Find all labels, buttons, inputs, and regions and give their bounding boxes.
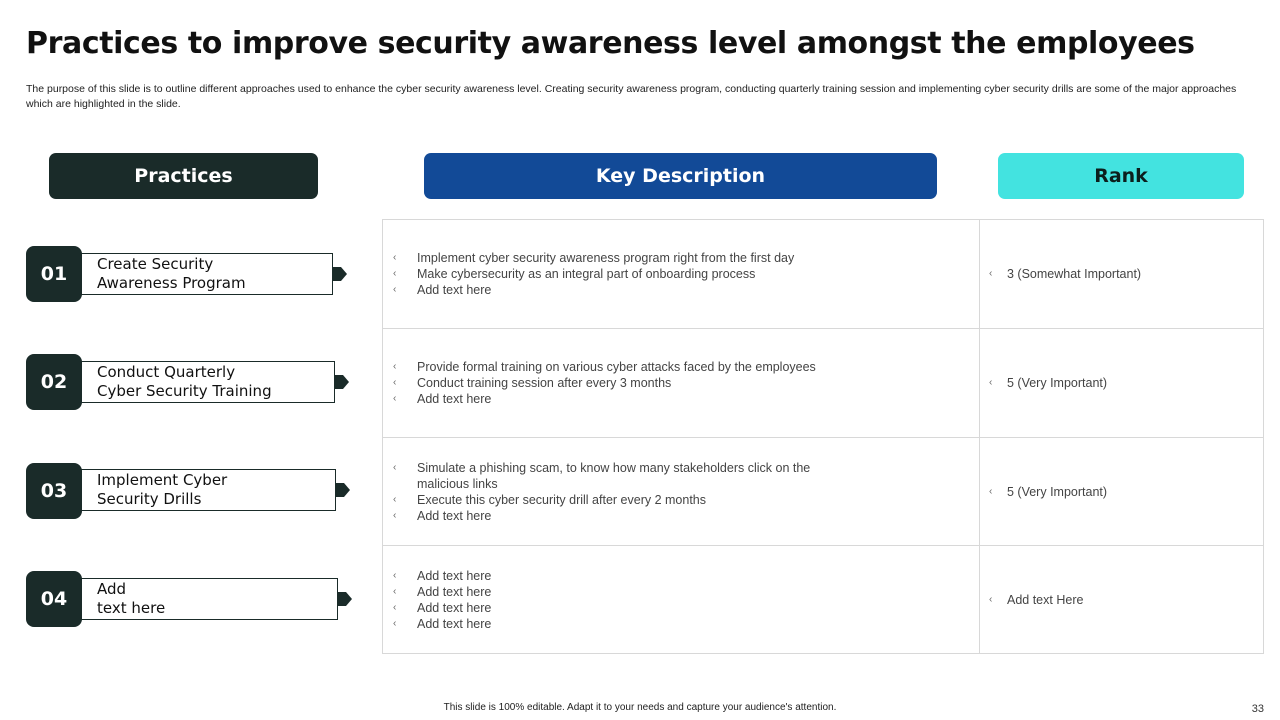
- practice-label: [76, 469, 336, 511]
- rank-header: Rank: [998, 153, 1244, 199]
- description-item: ‹ Make cybersecurity as an integral part of onboarding process: [393, 267, 756, 281]
- bullet-icon: ‹: [393, 393, 397, 404]
- description-item: ‹ Add text here: [393, 569, 492, 583]
- rank-item: ‹ Add text Here: [989, 593, 1084, 607]
- practice-number: 03: [26, 463, 82, 519]
- rank-cell: [989, 546, 1259, 654]
- practice-label: [76, 361, 335, 403]
- arrow-icon: [333, 267, 347, 281]
- page-number: 33: [1251, 703, 1264, 715]
- practice-label-line: Security Drills: [97, 490, 202, 508]
- bullet-icon: ‹: [989, 268, 993, 279]
- description-item: ‹ Add text here: [393, 283, 492, 297]
- bullet-icon: ‹: [393, 618, 397, 629]
- rank-item: ‹ 3 (Somewhat Important): [989, 267, 1142, 281]
- key-description-header: Key Description: [424, 153, 937, 199]
- description-item: ‹ Simulate a phishing scam, to know how many stakeholders click on the malicious links: [393, 461, 811, 491]
- description-item: ‹ Provide formal training on various cyber attacks faced by the employees: [393, 360, 816, 374]
- bullet-icon: ‹: [989, 486, 993, 497]
- description-item: ‹ Add text here: [393, 392, 492, 406]
- arrow-icon: [336, 483, 350, 497]
- practice-item: [0, 219, 370, 331]
- practice-label-line: Implement Cyber: [97, 471, 228, 489]
- rank-item: ‹ 5 (Very Important): [989, 376, 1108, 390]
- practice-label: [76, 253, 333, 295]
- practice-number: 04: [26, 571, 82, 627]
- practice-label-line: Add: [97, 580, 127, 598]
- arrow-icon: [335, 375, 349, 389]
- bullet-icon: ‹: [393, 602, 397, 613]
- practice-label-line: Cyber Security Training: [97, 382, 272, 400]
- bullet-icon: ‹: [393, 361, 397, 372]
- practice-label: [76, 578, 338, 620]
- rank-cell: [989, 329, 1259, 437]
- description-item: ‹ Add text here: [393, 601, 492, 615]
- description-item: ‹ Add text here: [393, 617, 492, 631]
- practice-item: [0, 544, 370, 656]
- bullet-icon: ‹: [393, 570, 397, 581]
- practice-label-line: Awareness Program: [97, 274, 246, 292]
- bullet-icon: ‹: [393, 268, 397, 279]
- description-item: ‹ Implement cyber security awareness program right from the first day: [393, 251, 795, 265]
- description-item: ‹ Conduct training session after every 3 months: [393, 376, 672, 390]
- bullet-icon: ‹: [393, 510, 397, 521]
- bullet-icon: ‹: [989, 594, 993, 605]
- slide-description: The purpose of this slide is to outline different approaches used to enhance the cyber security awareness level. Creating security awareness program, conducting quarterly training session and implementing cyber security drills are some of the major approaches which are highlighted in the slide.: [26, 83, 1237, 110]
- bullet-icon: ‹: [393, 252, 397, 263]
- practice-number: 01: [26, 246, 82, 302]
- description-cell: [393, 546, 973, 654]
- footer-note: This slide is 100% editable. Adapt it to your needs and capture your audience's attention.: [443, 702, 837, 713]
- bullet-icon: ‹: [393, 462, 397, 473]
- description-cell: [393, 329, 973, 437]
- practices-header: Practices: [49, 153, 318, 199]
- description-item: ‹ Add text here: [393, 585, 492, 599]
- description-cell: [393, 438, 973, 546]
- bullet-icon: ‹: [393, 284, 397, 295]
- description-item: ‹ Add text here: [393, 509, 492, 523]
- practice-item: [0, 436, 370, 548]
- page-title: Practices to improve security awareness level amongst the employees: [26, 26, 1195, 61]
- bullet-icon: ‹: [393, 377, 397, 388]
- bullet-icon: ‹: [393, 494, 397, 505]
- arrow-icon: [338, 592, 352, 606]
- practice-number: 02: [26, 354, 82, 410]
- description-cell: [393, 220, 973, 328]
- practice-label-line: Create Security: [97, 255, 214, 273]
- description-item: ‹ Execute this cyber security drill after every 2 months: [393, 493, 707, 507]
- rank-cell: [989, 438, 1259, 546]
- practices-table: [382, 219, 1264, 654]
- practice-label-line: text here: [97, 599, 166, 617]
- practice-item: [0, 328, 370, 440]
- practice-label-line: Conduct Quarterly: [97, 363, 236, 381]
- rank-cell: [989, 220, 1259, 328]
- bullet-icon: ‹: [989, 377, 993, 388]
- bullet-icon: ‹: [393, 586, 397, 597]
- rank-item: ‹ 5 (Very Important): [989, 485, 1108, 499]
